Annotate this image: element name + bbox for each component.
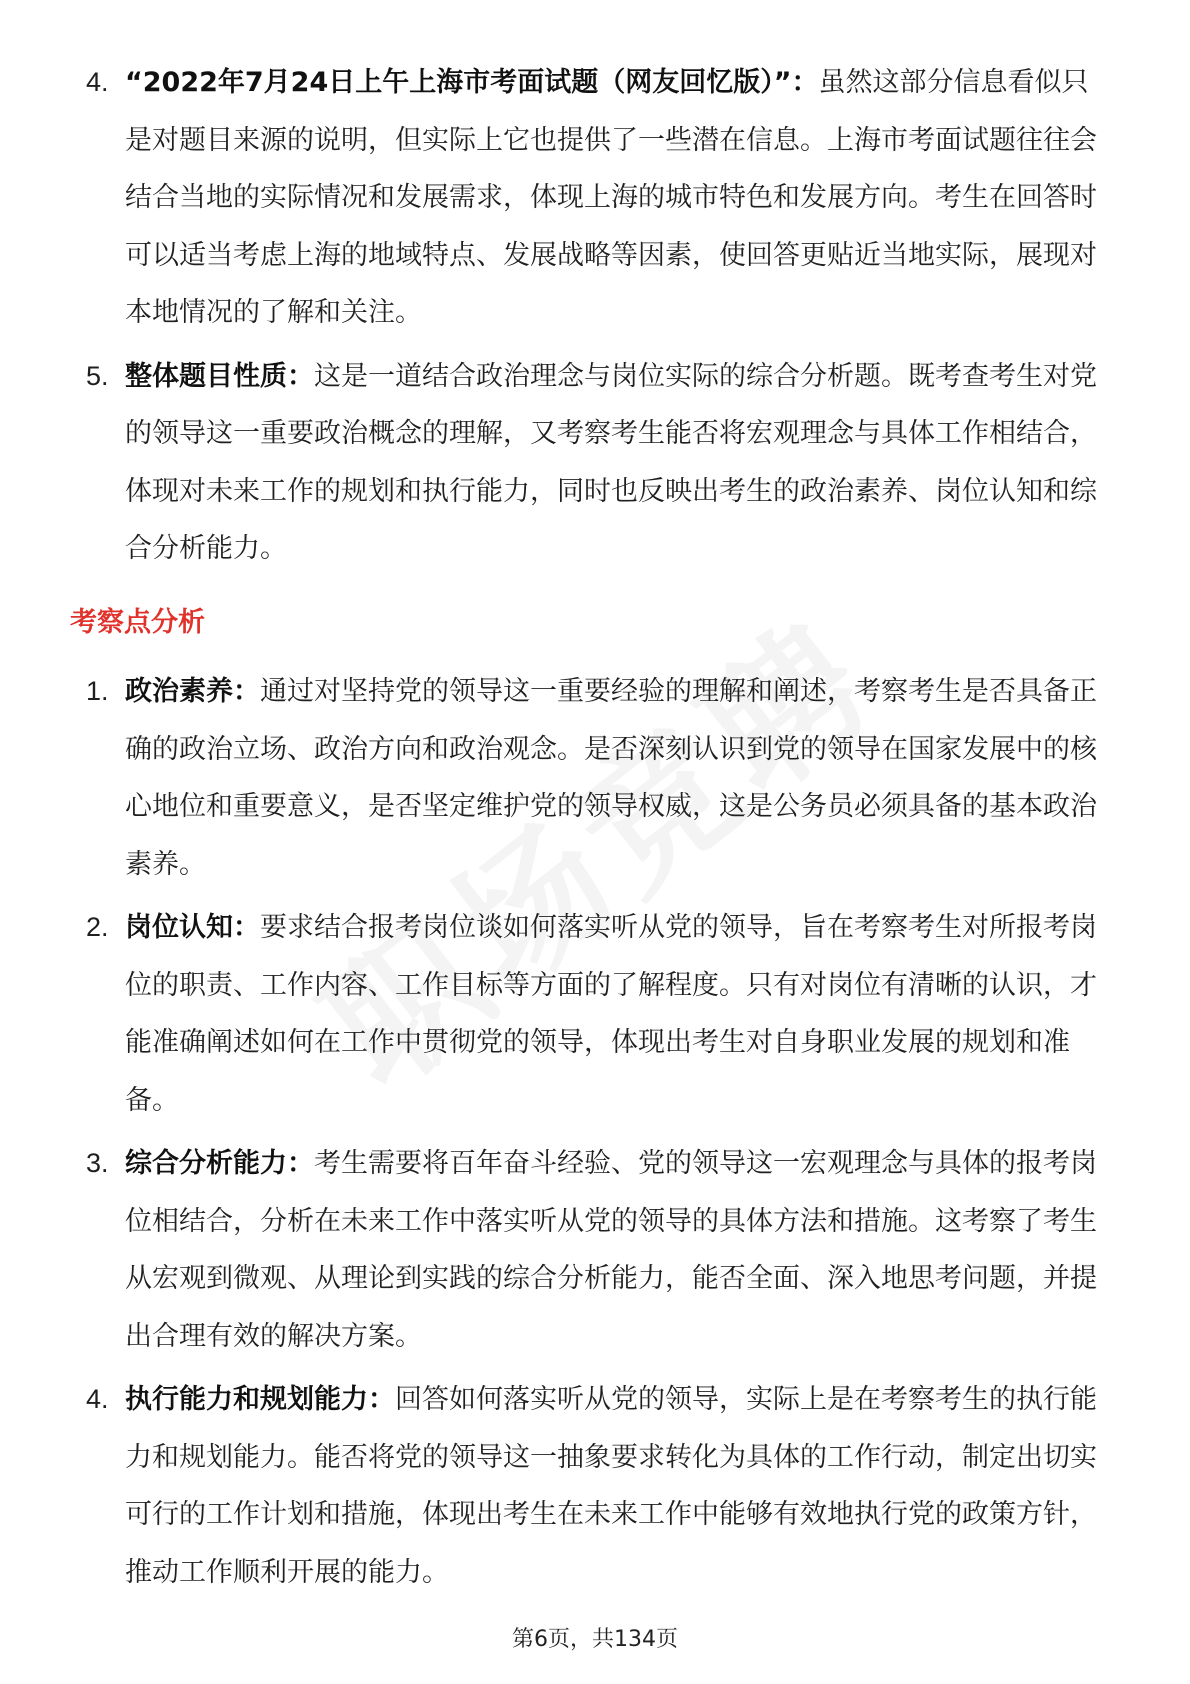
list-item-lead: 政治素养： — [125, 676, 260, 707]
list-item-body: 这是一道结合政治理念与岗位实际的综合分析题。既考查考生对党的领导这一重要政治概念的理解，又考察考生能否将宏观理念与具体工作相结合，体现对未来工作的规划和执行能力，同时也反映出考生的政治素养、岗位认知和综合分析能力。 — [125, 360, 1097, 564]
list-item-body: 回答如何落实听从党的领导，实际上是在考察考生的执行能力和规划能力。能否将党的领导这一抽象要求转化为具体的工作行动，制定出切实可行的工作计划和措施，体现出考生在未来工作中能够有效地执行党的政策方针，推动工作顺利开展的能力。 — [125, 1384, 1097, 1588]
list-item-lead: “2022年7月24日上午上海市考面试题（网友回忆版）”： — [125, 67, 819, 98]
list-item — [0, 348, 1190, 578]
list-item-number: 2. — [86, 912, 109, 942]
list-item-lead: 岗位认知： — [125, 912, 260, 943]
numbered-list-continued — [0, 54, 1190, 578]
list-item-lead: 执行能力和规划能力： — [125, 1384, 395, 1415]
list-item — [0, 1371, 1190, 1601]
list-item-lead: 综合分析能力： — [125, 1148, 314, 1179]
page-number-footer: 第6页，共134页 — [512, 1627, 678, 1652]
list-item-lead: 整体题目性质： — [125, 360, 314, 392]
list-item-number: 4. — [86, 67, 109, 97]
list-item-body: 虽然这部分信息看似只是对题目来源的说明，但实际上它也提供了一些潜在信息。上海市考面试题往往会结合当地的实际情况和发展需求，体现上海的城市特色和发展方向。考生在回答时可以适当考虑上海的地域特点、发展战略等因素，使回答更贴近当地实际，展现对本地情况的了解和关注。 — [125, 67, 1097, 328]
list-item — [0, 663, 1190, 893]
list-item — [0, 899, 1190, 1129]
numbered-list-analysis — [0, 663, 1190, 1601]
list-item — [0, 1135, 1190, 1365]
list-item-number: 4. — [86, 1384, 109, 1414]
list-item-number: 3. — [86, 1148, 109, 1178]
list-item-number: 5. — [86, 360, 109, 391]
list-item-body: 考生需要将百年奋斗经验、党的领导这一宏观理念与具体的报考岗位相结合，分析在未来工作中落实听从党的领导的具体方法和措施。这考察了考生从宏观到微观、从理论到实践的综合分析能力，能否全面、深入地思考问题，并提出合理有效的解决方案。 — [125, 1148, 1097, 1352]
section-heading: 考察点分析 — [70, 607, 205, 638]
list-item — [0, 54, 1190, 342]
list-item-body: 要求结合报考岗位谈如何落实听从党的领导，旨在考察考生对所报考岗位的职责、工作内容、工作目标等方面的了解程度。只有对岗位有清晰的认识，才能准确阐述如何在工作中贯彻党的领导，体现出考生对自身职业发展的规划和准备。 — [125, 912, 1097, 1116]
list-item-body: 通过对坚持党的领导这一重要经验的理解和阐述，考察考生是否具备正确的政治立场、政治方向和政治观念。是否深刻认识到党的领导在国家发展中的核心地位和重要意义，是否坚定维护党的领导权威，这是公务员必须具备的基本政治素养。 — [125, 676, 1097, 880]
list-item-number: 1. — [86, 676, 109, 706]
